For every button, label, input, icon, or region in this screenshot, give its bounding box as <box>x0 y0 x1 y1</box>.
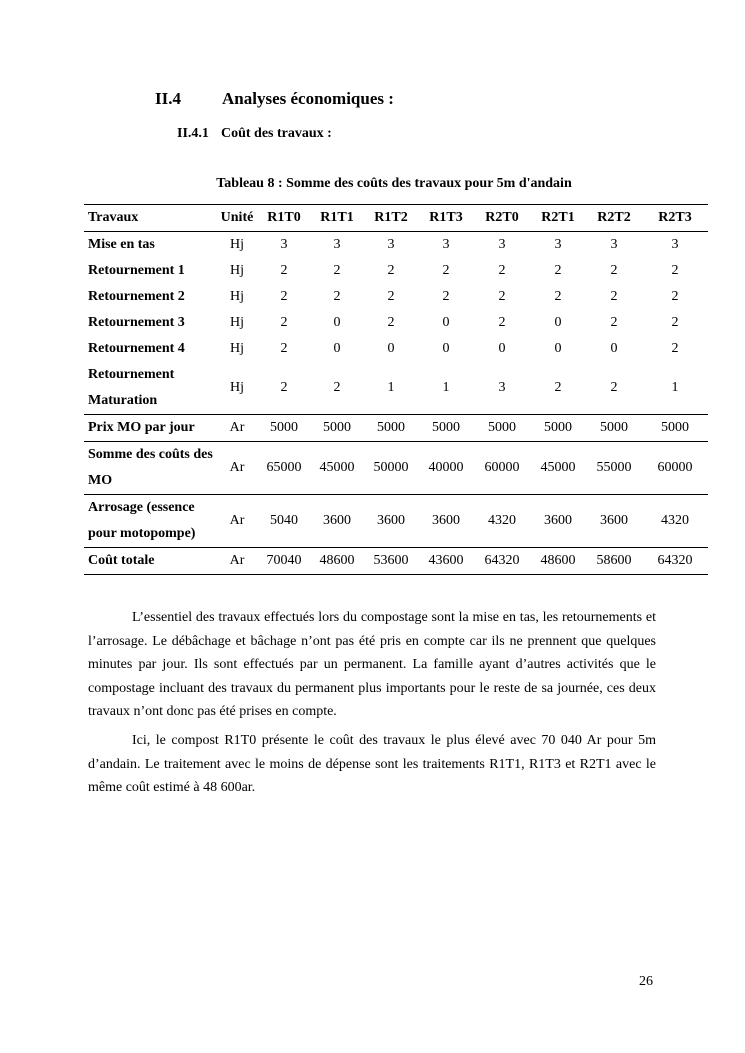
table-cell: 0 <box>498 341 506 356</box>
row-label: Retournement 4 <box>88 341 185 356</box>
table-cell: 58600 <box>586 548 642 575</box>
table-cell: Ar <box>216 495 258 548</box>
table-cell: Ar <box>216 415 258 442</box>
table-cell: 3 <box>387 237 395 252</box>
row-label: Somme des coûts des MO <box>84 442 216 495</box>
column-header: R1T3 <box>418 205 474 232</box>
table-cell: 45000 <box>310 442 364 495</box>
table-cell: 40000 <box>418 442 474 495</box>
subsection-number: II.4.1 <box>177 126 209 141</box>
column-header: Travaux <box>84 205 216 232</box>
table-cell: 5000 <box>530 415 586 442</box>
row-label: Retournement 2 <box>88 289 185 304</box>
table-cell: Hj <box>230 237 244 252</box>
column-header: R1T0 <box>258 205 310 232</box>
table-cell: 0 <box>610 341 618 356</box>
paragraph-text: Ici, le compost R1T0 présente le coût des travaux le plus élevé avec 70 040 Ar pour 5m d’andain. Le traitement avec le moins de dépense sont les traitements R1T1, R1T3 et R2T1 avec le même coût estimé à 48 600ar. <box>88 733 656 795</box>
table-cell: 3 <box>498 380 506 395</box>
table-cell: Ar <box>216 548 258 575</box>
table-cell: 43600 <box>418 548 474 575</box>
table-cell: 70040 <box>258 548 310 575</box>
table-cell: 2 <box>554 289 562 304</box>
table-cell: 2 <box>280 341 288 356</box>
section-heading <box>155 89 394 109</box>
table-cell: 0 <box>554 341 562 356</box>
table-cell: 65000 <box>258 442 310 495</box>
table-cell: 2 <box>671 341 679 356</box>
table-cell: 5000 <box>310 415 364 442</box>
table-cell: 2 <box>671 263 679 278</box>
column-header: Unité <box>216 205 258 232</box>
table-cell: Hj <box>230 380 244 395</box>
table-cell: 48600 <box>310 548 364 575</box>
table-row <box>84 232 708 259</box>
paragraph <box>88 729 656 800</box>
table-cell: 2 <box>554 263 562 278</box>
subsection-heading <box>177 126 332 142</box>
table-cell: 2 <box>610 315 618 330</box>
table-row <box>84 548 708 575</box>
table-cell: 2 <box>280 380 288 395</box>
table-row <box>84 284 708 310</box>
table-cell: 3600 <box>530 495 586 548</box>
table-cell: 5000 <box>586 415 642 442</box>
section-number: II.4 <box>155 89 181 108</box>
table-cell: 50000 <box>364 442 418 495</box>
table-row <box>84 442 708 495</box>
paragraph <box>88 606 656 724</box>
page-number: 26 <box>639 974 653 989</box>
table-cell: 1 <box>387 380 395 395</box>
table-cell: 45000 <box>530 442 586 495</box>
table-cell: 5040 <box>258 495 310 548</box>
table-cell: 53600 <box>364 548 418 575</box>
table-cell: 2 <box>610 289 618 304</box>
table-row <box>84 336 708 362</box>
table-cell: 60000 <box>474 442 530 495</box>
row-label: Retournement Maturation <box>88 367 175 408</box>
table-cell: 2 <box>387 289 395 304</box>
table-cell: 3 <box>442 237 450 252</box>
column-header: R1T1 <box>310 205 364 232</box>
table-cell: 48600 <box>530 548 586 575</box>
table-cell: 2 <box>442 263 450 278</box>
table-cell: 0 <box>554 315 562 330</box>
table-cell: 3 <box>610 237 618 252</box>
table-cell: 2 <box>333 380 341 395</box>
table-cell: 3600 <box>310 495 364 548</box>
table-cell: 4320 <box>642 495 708 548</box>
table-cell: 2 <box>333 289 341 304</box>
table-cell: 0 <box>333 315 341 330</box>
table-cell: 3600 <box>364 495 418 548</box>
table-cell: Hj <box>230 315 244 330</box>
row-label: Coût totale <box>84 548 216 575</box>
cost-table <box>84 204 708 575</box>
table-cell: 2 <box>610 380 618 395</box>
column-header: R1T2 <box>364 205 418 232</box>
table-cell: 5000 <box>364 415 418 442</box>
table-cell: 2 <box>671 289 679 304</box>
table-cell: Ar <box>216 442 258 495</box>
table-cell: 0 <box>387 341 395 356</box>
row-label: Retournement 1 <box>88 263 185 278</box>
table-cell: 2 <box>387 263 395 278</box>
table-cell: 5000 <box>474 415 530 442</box>
column-header: R2T2 <box>586 205 642 232</box>
table-cell: 1 <box>671 380 679 395</box>
table-row <box>84 362 708 415</box>
table-cell: 0 <box>442 341 450 356</box>
table-header-row <box>84 205 708 232</box>
table-cell: 3600 <box>586 495 642 548</box>
table-cell: 2 <box>498 263 506 278</box>
table-row <box>84 258 708 284</box>
table-cell: 3 <box>498 237 506 252</box>
table-cell: 64320 <box>474 548 530 575</box>
paragraph-text: L’essentiel des travaux effectués lors du compostage sont la mise en tas, les retournements et l’arrosage. Le débâchage et bâchage n’ont pas été pris en compte car ils ne prennent que quelques minutes par jour. Ils sont effectués par un permanent. La famille ayant d’autres activités que le compostage incluant des travaux du permanent plus importants pour le reste de sa journée, ces deux travaux n’ont donc pas été prises en compte. <box>88 610 656 719</box>
column-header: R2T3 <box>642 205 708 232</box>
table-cell: 3 <box>333 237 341 252</box>
table-cell: 2 <box>333 263 341 278</box>
table-cell: 2 <box>554 380 562 395</box>
table-cell: 0 <box>442 315 450 330</box>
table-cell: 2 <box>280 263 288 278</box>
table-cell: Hj <box>230 341 244 356</box>
table-cell: 55000 <box>586 442 642 495</box>
table-cell: 3 <box>280 237 288 252</box>
table-cell: 2 <box>280 315 288 330</box>
row-label: Retournement 3 <box>88 315 185 330</box>
table-cell: 3600 <box>418 495 474 548</box>
table-cell: 1 <box>442 380 450 395</box>
table-caption: Tableau 8 : Somme des coûts des travaux pour 5m d'andain <box>216 176 572 191</box>
section-title: Analyses économiques : <box>222 89 394 108</box>
table-cell: 3 <box>671 237 679 252</box>
row-label: Prix MO par jour <box>84 415 216 442</box>
column-header: R2T0 <box>474 205 530 232</box>
table-cell: 2 <box>610 263 618 278</box>
table-cell: 2 <box>442 289 450 304</box>
table-cell: 2 <box>498 289 506 304</box>
table-cell: 2 <box>387 315 395 330</box>
table-cell: 2 <box>671 315 679 330</box>
row-label: Arrosage (essence pour motopompe) <box>84 495 216 548</box>
table-row <box>84 495 708 548</box>
table-cell: 5000 <box>418 415 474 442</box>
table-cell: 3 <box>554 237 562 252</box>
table-row <box>84 415 708 442</box>
table-row <box>84 310 708 336</box>
table-cell: 2 <box>280 289 288 304</box>
table-cell: 4320 <box>474 495 530 548</box>
table-cell: Hj <box>230 289 244 304</box>
table-cell: Hj <box>230 263 244 278</box>
row-label: Mise en tas <box>88 237 155 252</box>
table-cell: 2 <box>498 315 506 330</box>
table-cell: 64320 <box>642 548 708 575</box>
table-cell: 0 <box>333 341 341 356</box>
table-cell: 5000 <box>258 415 310 442</box>
subsection-title: Coût des travaux : <box>221 126 332 141</box>
table-cell: 60000 <box>642 442 708 495</box>
table-cell: 5000 <box>642 415 708 442</box>
column-header: R2T1 <box>530 205 586 232</box>
